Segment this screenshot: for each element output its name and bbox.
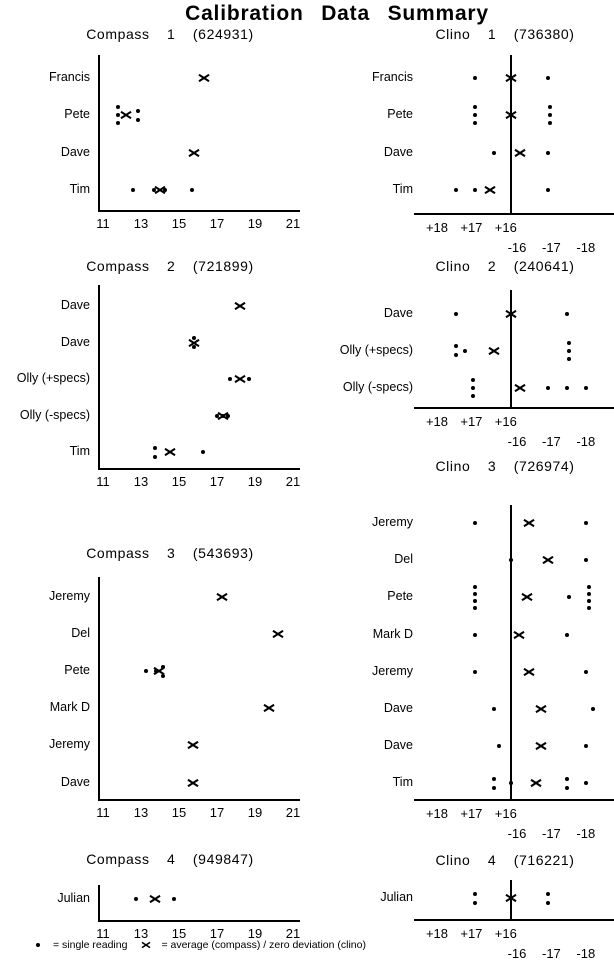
- data-point-dot: [546, 76, 550, 80]
- data-point-dot: [587, 592, 591, 596]
- data-point-dot: [584, 386, 588, 390]
- x-axis-tick-label: 11: [96, 805, 110, 820]
- data-point-dot: [153, 455, 157, 459]
- data-point-dot: [454, 344, 458, 348]
- x-axis-tick-label: 15: [171, 474, 187, 489]
- x-axis-tick-label: 13: [133, 805, 149, 820]
- row-label: Tim: [392, 775, 413, 790]
- data-point-dot: [492, 786, 496, 790]
- data-point-dot: [509, 558, 513, 562]
- row-label: Del: [394, 552, 413, 567]
- data-point-dot: [567, 595, 571, 599]
- data-point-dot: [471, 394, 475, 398]
- x-axis-tick-label: 13: [133, 926, 149, 941]
- zero-deviation-line: [510, 290, 512, 409]
- row-label: Mark D: [49, 700, 90, 715]
- data-point-dot: [454, 188, 458, 192]
- x-axis-tick-label-positive: +17: [460, 926, 483, 941]
- x-axis-tick-label-negative: -17: [541, 946, 561, 961]
- data-point-dot: [473, 113, 477, 117]
- data-point-dot: [473, 188, 477, 192]
- data-point-dot: [454, 312, 458, 316]
- cross-marker: [154, 666, 164, 676]
- average-zero-deviation-label: = average (compass) / zero deviation (clino): [161, 939, 366, 951]
- data-point-dot: [473, 633, 477, 637]
- y-axis-line: [98, 285, 100, 468]
- row-label: Olly (-specs): [342, 379, 413, 394]
- data-point-dot: [584, 781, 588, 785]
- compass-chart-title: Compass 3 (543693): [86, 545, 254, 561]
- row-label: Dave: [60, 334, 90, 349]
- x-axis-tick-label-negative: -17: [541, 826, 561, 841]
- cross-marker: [543, 555, 553, 565]
- data-point-dot: [116, 105, 120, 109]
- average-cross-icon: [142, 941, 150, 949]
- cross-marker: [150, 894, 160, 904]
- data-point-dot: [509, 781, 513, 785]
- row-label: Dave: [60, 144, 90, 159]
- data-point-dot: [463, 349, 467, 353]
- x-axis-line: [98, 210, 300, 212]
- row-label: Dave: [383, 738, 413, 753]
- data-point-dot: [190, 188, 194, 192]
- clino-chart-title: Clino 1 (736380): [435, 26, 575, 42]
- x-axis-tick-label: 17: [209, 474, 225, 489]
- x-axis-tick-label-positive: +16: [494, 806, 517, 821]
- data-point-dot: [454, 353, 458, 357]
- x-axis-tick-label: 17: [209, 805, 225, 820]
- data-point-dot: [584, 670, 588, 674]
- data-point-dot: [144, 669, 148, 673]
- x-axis-line: [98, 468, 300, 470]
- x-axis-tick-label: 11: [96, 926, 110, 941]
- data-point-dot: [473, 892, 477, 896]
- x-axis-tick-label: 19: [247, 805, 263, 820]
- x-axis-tick-label: 21: [285, 474, 301, 489]
- data-point-dot: [584, 521, 588, 525]
- data-point-dot: [546, 151, 550, 155]
- data-point-dot: [548, 113, 552, 117]
- data-point-dot: [546, 386, 550, 390]
- x-axis-tick-label: 13: [133, 474, 149, 489]
- data-point-dot: [134, 897, 138, 901]
- cross-marker: [514, 630, 524, 640]
- data-point-dot: [473, 901, 477, 905]
- x-axis-tick-label-negative: -18: [576, 946, 596, 961]
- x-axis-tick-label: 11: [96, 474, 110, 489]
- x-axis-tick-label: 17: [209, 216, 225, 231]
- data-point-dot: [591, 707, 595, 711]
- row-label: Dave: [60, 298, 90, 312]
- data-point-dot: [471, 378, 475, 382]
- row-label: Jeremy: [372, 515, 413, 529]
- data-point-dot: [565, 386, 569, 390]
- data-point-dot: [492, 151, 496, 155]
- row-label: Dave: [383, 701, 413, 715]
- cross-marker: [506, 893, 516, 903]
- row-label: Tim: [392, 181, 413, 196]
- cross-marker: [235, 374, 245, 384]
- data-point-dot: [587, 599, 591, 603]
- row-label: Tim: [69, 181, 90, 196]
- data-point-dot: [131, 188, 135, 192]
- x-axis-tick-label-positive: +18: [425, 414, 449, 429]
- x-axis-line: [414, 799, 614, 801]
- x-axis-tick-label-positive: +18: [425, 806, 449, 821]
- clino-chart-title: Clino 2 (240641): [435, 258, 575, 274]
- data-point-dot: [473, 606, 477, 610]
- x-axis-tick-label-negative: -16: [507, 826, 527, 841]
- row-label: Jeremy: [372, 663, 413, 678]
- data-point-dot: [565, 633, 569, 637]
- data-point-dot: [587, 585, 591, 589]
- row-label: Jeremy: [49, 737, 90, 752]
- data-point-dot: [116, 121, 120, 125]
- x-axis-tick-label-positive: +17: [460, 220, 483, 235]
- x-axis-tick-label: 19: [247, 474, 263, 489]
- x-axis-tick-label-positive: +18: [425, 926, 449, 941]
- cross-marker: [188, 778, 198, 788]
- data-point-dot: [473, 585, 477, 589]
- data-point-dot: [567, 341, 571, 345]
- cross-marker: [199, 73, 209, 83]
- x-axis-tick-label-negative: -18: [576, 434, 596, 449]
- data-point-dot: [548, 121, 552, 125]
- x-axis-tick-label: 15: [171, 805, 187, 820]
- data-point-dot: [153, 446, 157, 450]
- row-label: Julian: [57, 891, 90, 905]
- row-label: Jeremy: [49, 589, 90, 603]
- x-axis-tick-label-negative: -16: [507, 240, 527, 255]
- data-point-dot: [473, 105, 477, 109]
- x-axis-line: [414, 919, 614, 921]
- data-point-dot: [136, 118, 140, 122]
- data-point-dot: [492, 707, 496, 711]
- data-point-dot: [201, 450, 205, 454]
- single-reading-label: = single reading: [53, 939, 128, 951]
- cross-marker: [485, 185, 495, 195]
- cross-marker: [506, 73, 516, 83]
- x-axis-tick-label-positive: +16: [494, 926, 517, 941]
- data-point-dot: [584, 744, 588, 748]
- x-axis-line: [98, 799, 300, 801]
- row-label: Dave: [383, 306, 413, 320]
- compass-chart-title: Compass 2 (721899): [86, 258, 254, 274]
- row-label: Pete: [387, 107, 413, 122]
- cross-marker: [489, 346, 499, 356]
- x-axis-tick-label-positive: +17: [460, 806, 483, 821]
- row-label: Francis: [372, 70, 413, 84]
- row-label: Pete: [64, 663, 90, 678]
- x-axis-line: [414, 213, 614, 215]
- row-label: Dave: [383, 144, 413, 159]
- cross-marker: [524, 518, 534, 528]
- data-point-dot: [567, 349, 571, 353]
- x-axis-tick-label: 15: [171, 926, 187, 941]
- y-axis-line: [98, 885, 100, 920]
- data-point-dot: [565, 786, 569, 790]
- cross-marker: [188, 740, 198, 750]
- data-point-dot: [497, 744, 501, 748]
- x-axis-tick-label: 21: [285, 805, 301, 820]
- data-point-dot: [247, 377, 251, 381]
- compass-chart-title: Compass 1 (624931): [86, 26, 254, 42]
- cross-marker: [522, 592, 532, 602]
- row-label: Olly (-specs): [19, 407, 90, 422]
- x-axis-tick-label-negative: -18: [576, 240, 596, 255]
- legend: [30, 939, 366, 951]
- data-point-dot: [471, 386, 475, 390]
- data-point-dot: [228, 377, 232, 381]
- row-label: Julian: [380, 890, 413, 904]
- data-point-dot: [546, 188, 550, 192]
- data-point-dot: [492, 777, 496, 781]
- x-axis-line: [98, 920, 300, 922]
- x-axis-tick-label: 17: [209, 926, 225, 941]
- x-axis-tick-label-positive: +16: [494, 220, 517, 235]
- zero-deviation-line: [510, 505, 512, 801]
- data-point-dot: [584, 558, 588, 562]
- cross-marker: [273, 629, 283, 639]
- row-label: Olly (+specs): [339, 342, 413, 357]
- row-label: Del: [71, 626, 90, 641]
- clino-chart-title: Clino 4 (716221): [435, 852, 575, 868]
- x-axis-tick-label: 21: [285, 216, 301, 231]
- x-axis-tick-label: 21: [285, 926, 301, 941]
- cross-marker: [506, 110, 516, 120]
- cross-marker: [506, 309, 516, 319]
- data-point-dot: [565, 777, 569, 781]
- cross-marker: [536, 704, 546, 714]
- data-point-dot: [473, 670, 477, 674]
- y-axis-line: [98, 55, 100, 210]
- row-label: Pete: [387, 589, 413, 604]
- x-axis-line: [414, 407, 614, 409]
- data-point-dot: [546, 892, 550, 896]
- x-axis-tick-label: 15: [171, 216, 187, 231]
- x-axis-tick-label-negative: -16: [507, 946, 527, 961]
- cross-marker: [524, 667, 534, 677]
- data-point-dot: [473, 121, 477, 125]
- cross-marker: [264, 703, 274, 713]
- data-point-dot: [473, 592, 477, 596]
- row-label: Tim: [69, 444, 90, 458]
- cross-marker: [515, 148, 525, 158]
- x-axis-tick-label: 13: [133, 216, 149, 231]
- y-axis-line: [98, 577, 100, 799]
- cross-marker: [531, 778, 541, 788]
- page-title: Calibration Data Summary: [185, 2, 489, 25]
- data-point-dot: [473, 599, 477, 603]
- x-axis-tick-label-positive: +16: [494, 414, 517, 429]
- x-axis-tick-label: 19: [247, 216, 263, 231]
- x-axis-tick-label-positive: +17: [460, 414, 483, 429]
- compass-chart-title: Compass 4 (949847): [86, 851, 254, 867]
- cross-marker: [536, 741, 546, 751]
- data-point-dot: [172, 897, 176, 901]
- row-label: Olly (+specs): [16, 371, 90, 385]
- row-label: Dave: [60, 774, 90, 789]
- cross-marker: [189, 148, 199, 158]
- clino-chart-title: Clino 3 (726974): [435, 458, 575, 474]
- data-point-dot: [567, 357, 571, 361]
- cross-marker: [155, 185, 165, 195]
- row-label: Francis: [49, 70, 90, 84]
- cross-marker: [235, 301, 245, 311]
- x-axis-tick-label-negative: -18: [576, 826, 596, 841]
- data-point-dot: [565, 312, 569, 316]
- data-point-dot: [548, 105, 552, 109]
- data-point-dot: [587, 606, 591, 610]
- cross-marker: [189, 338, 199, 348]
- x-axis-tick-label: 19: [247, 926, 263, 941]
- single-reading-dot-icon: [36, 943, 40, 947]
- cross-marker: [165, 447, 175, 457]
- row-label: Pete: [64, 107, 90, 122]
- data-point-dot: [473, 76, 477, 80]
- x-axis-tick-label: 11: [96, 216, 110, 231]
- data-point-dot: [473, 521, 477, 525]
- data-point-dot: [546, 901, 550, 905]
- row-label: Mark D: [372, 626, 413, 641]
- x-axis-tick-label-negative: -17: [541, 240, 561, 255]
- x-axis-tick-label-negative: -16: [507, 434, 527, 449]
- x-axis-tick-label-positive: +18: [425, 220, 449, 235]
- cross-marker: [218, 411, 228, 421]
- x-axis-tick-label-negative: -17: [541, 434, 561, 449]
- cross-marker: [121, 110, 131, 120]
- data-point-dot: [136, 109, 140, 113]
- cross-marker: [217, 592, 227, 602]
- cross-marker: [515, 383, 525, 393]
